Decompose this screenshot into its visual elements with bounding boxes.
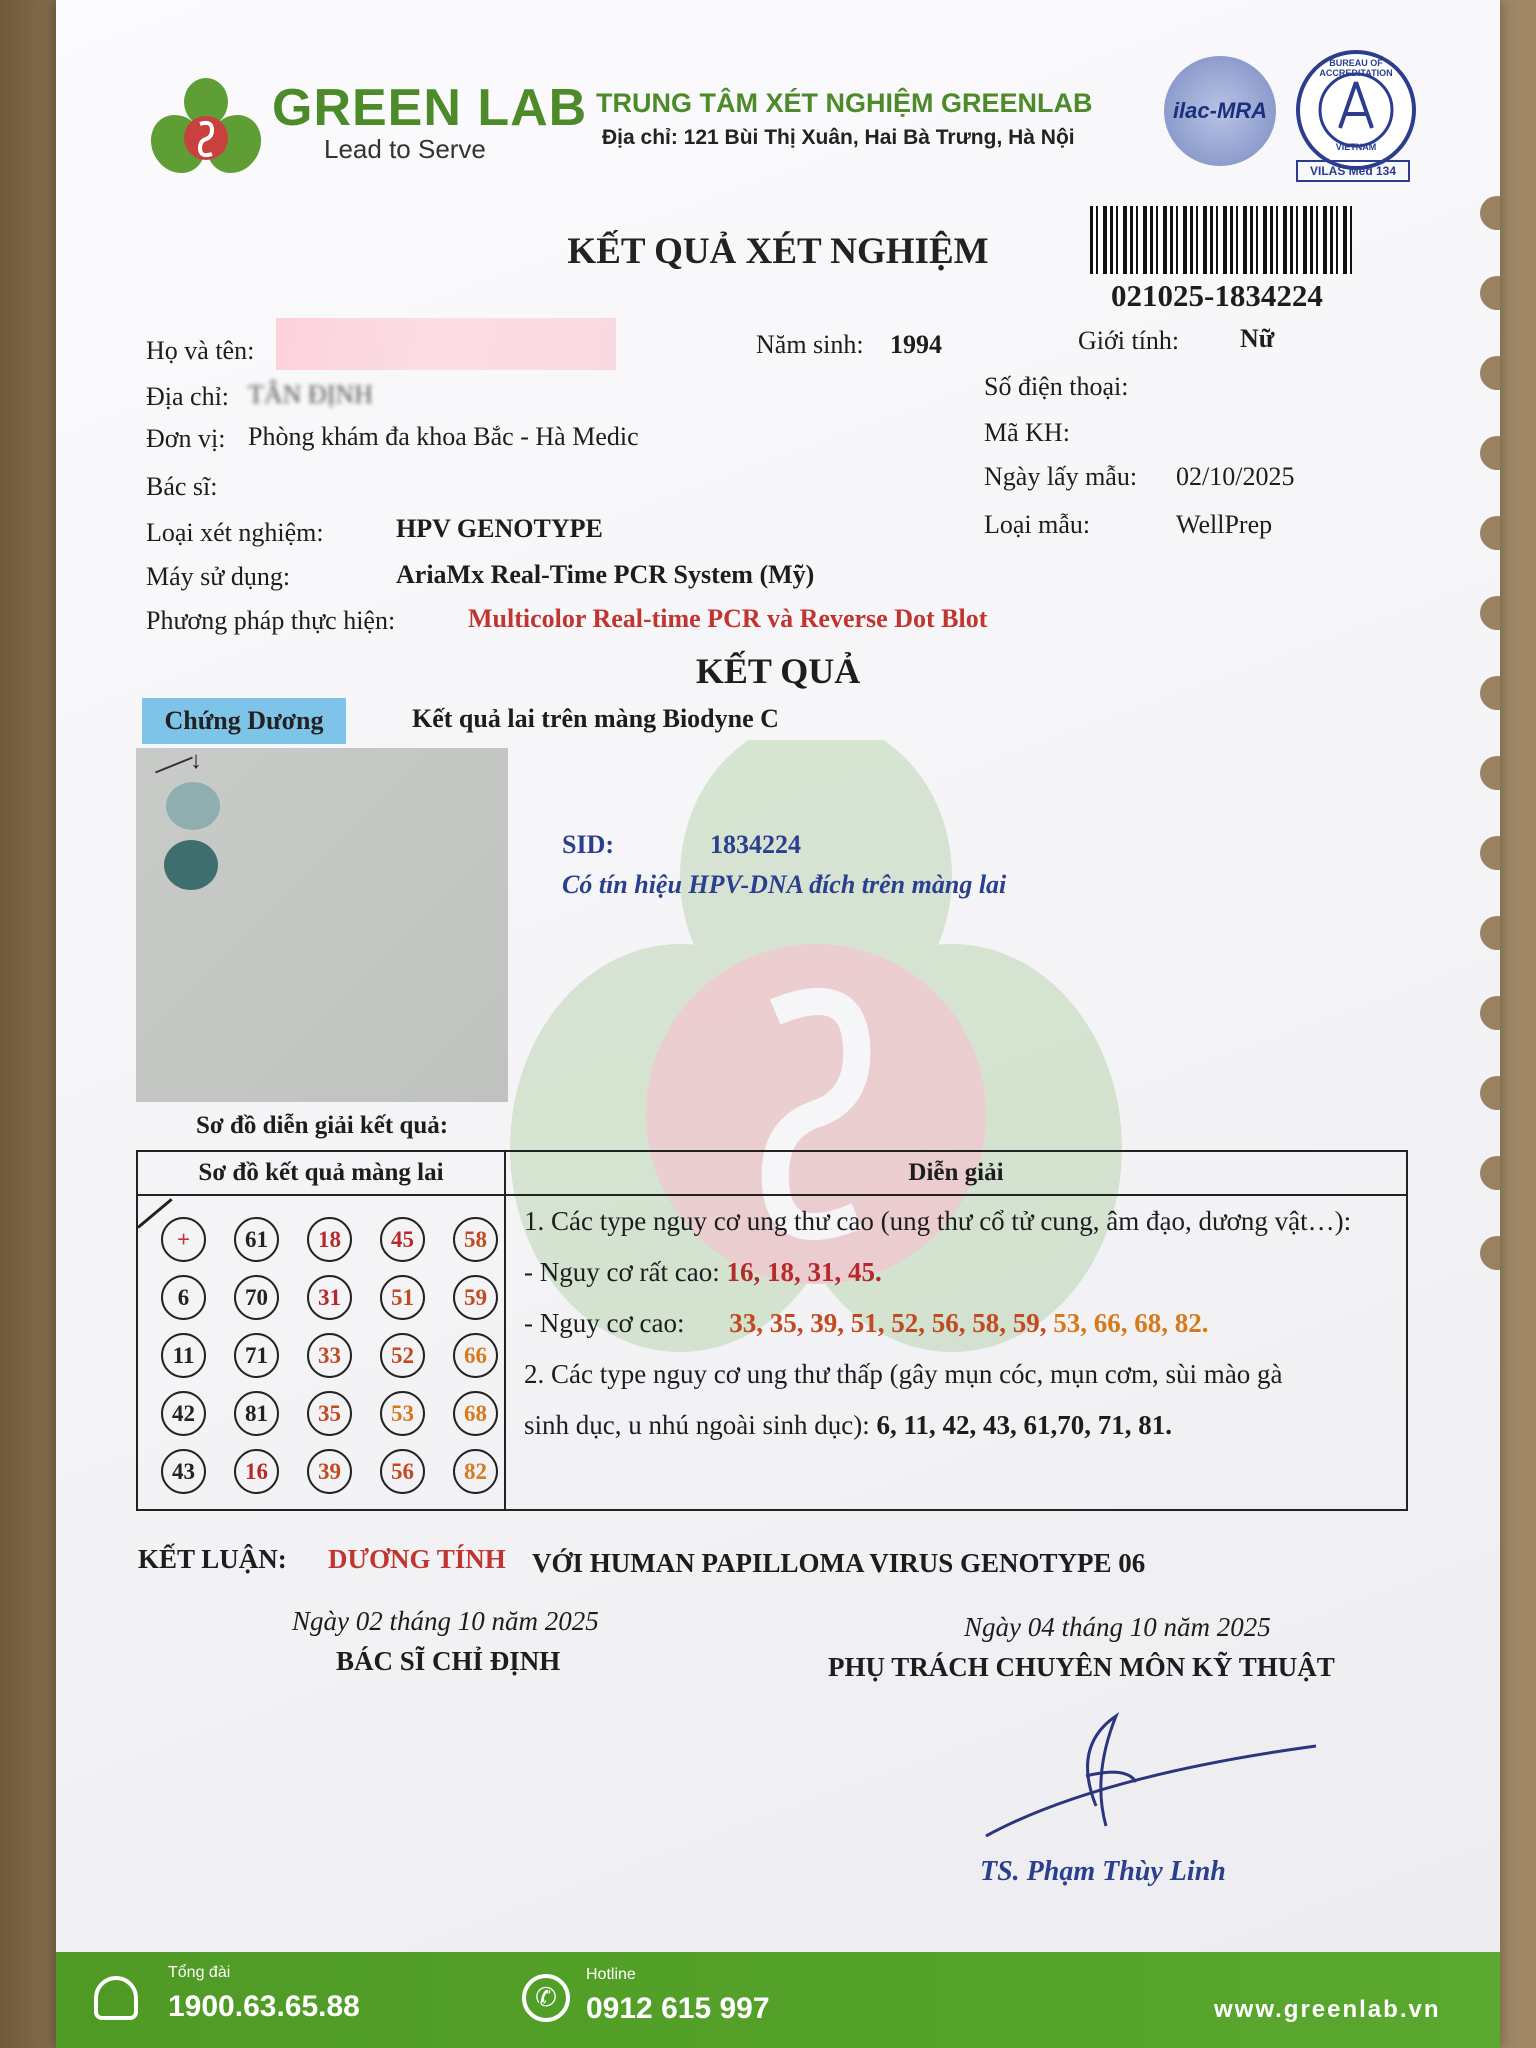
- very-high-risk-label: - Nguy cơ rất cao:: [524, 1257, 720, 1287]
- high-risk-values-a: 33, 35, 39, 51, 52, 56, 58, 59,: [729, 1308, 1047, 1338]
- birth-value: 1994: [890, 330, 942, 359]
- brand-name: GREEN LAB: [272, 79, 588, 137]
- high-risk-values-b: 53, 66, 68, 82.: [1053, 1308, 1209, 1338]
- genotype-dot: 45: [380, 1217, 425, 1262]
- machine-label: Máy sử dụng:: [146, 562, 291, 591]
- punch-hole: [1480, 356, 1500, 390]
- punch-hole: [1480, 436, 1500, 470]
- genotype-dot: 33: [307, 1333, 352, 1378]
- genotype-dot: 58: [453, 1217, 498, 1262]
- genotype-dot: 35: [307, 1391, 352, 1436]
- sample-type-label: Loại mẫu:: [984, 510, 1091, 539]
- left-date: Ngày 02 tháng 10 năm 2025: [292, 1606, 599, 1636]
- name-redaction: [276, 318, 616, 370]
- gender-value: Nữ: [1240, 324, 1275, 353]
- arrow-down-icon: ↓: [190, 748, 202, 774]
- right-name: TS. Phạm Thùy Linh: [980, 1856, 1226, 1887]
- genotype-dot: 71: [234, 1333, 279, 1378]
- genotype-dot: 52: [380, 1333, 425, 1378]
- interpretation-table: [136, 1150, 1408, 1511]
- test-type-value: HPV GENOTYPE: [396, 514, 603, 543]
- genotype-dot: 66: [453, 1333, 498, 1378]
- punch-hole: [1480, 516, 1500, 550]
- genotype-dot: 31: [307, 1275, 352, 1320]
- unit-label: Đơn vị:: [146, 424, 226, 453]
- boa-country: VIETNAM: [1335, 142, 1377, 152]
- interp-low-risk: 2. Các type nguy cơ ung thư thấp (gây mụn cóc, mụn cơm, sùi mào gà: [524, 1359, 1283, 1389]
- genotype-dot: 18: [307, 1217, 352, 1262]
- footer-bar: [56, 1952, 1500, 2048]
- membrane-marker: [155, 757, 193, 774]
- sid-label: SID:: [562, 830, 615, 859]
- dot-diagram-cell: [137, 1195, 505, 1510]
- machine-value: AriaMx Real-Time PCR System (Mỹ): [396, 560, 815, 589]
- signature-icon: [976, 1706, 1326, 1846]
- boa-text: BUREAU OF ACCREDITATION: [1319, 58, 1393, 78]
- unit-value: Phòng khám đa khoa Bắc - Hà Medic: [248, 422, 639, 451]
- conclusion-positive: DƯƠNG TÍNH: [328, 1544, 506, 1574]
- genotype-dot: 43: [161, 1449, 206, 1494]
- punch-hole: [1480, 996, 1500, 1030]
- phone-icon: ✆: [522, 1974, 570, 2022]
- very-high-risk-values: 16, 18, 31, 45.: [726, 1257, 882, 1287]
- signal-text: Có tín hiệu HPV-DNA đích trên màng lai: [562, 870, 1007, 899]
- greenlab-logo-icon: [150, 76, 262, 184]
- hotline-label-1: Tổng đài: [168, 1964, 231, 1981]
- punch-hole: [1480, 1236, 1500, 1270]
- genotype-dot: 16: [234, 1449, 279, 1494]
- genotype-dot: +: [161, 1217, 206, 1262]
- hotline-1: 1900.63.65.88: [168, 1990, 360, 2023]
- vilas-badge: VILAS Med 134: [1296, 160, 1410, 182]
- control-dot-light: [166, 782, 220, 830]
- method-label: Phương pháp thực hiện:: [146, 606, 396, 635]
- name-label: Họ và tên:: [146, 336, 255, 365]
- dot-grid: [139, 1197, 503, 1508]
- method-value: Multicolor Real-time PCR và Reverse Dot Blot: [468, 604, 988, 633]
- genotype-dot: 61: [234, 1217, 279, 1262]
- brand-tagline: Lead to Serve: [324, 134, 486, 164]
- membrane-image: [136, 748, 508, 1102]
- genotype-dot: 56: [380, 1449, 425, 1494]
- result-document: [56, 0, 1500, 2048]
- gender-label: Giới tính:: [1078, 326, 1180, 355]
- genotype-dot: 53: [380, 1391, 425, 1436]
- barcode: [1090, 206, 1352, 274]
- punch-hole: [1480, 276, 1500, 310]
- test-type-label: Loại xét nghiệm:: [146, 518, 324, 547]
- genotype-dot: 82: [453, 1449, 498, 1494]
- barcode-number: 021025-1834224: [1111, 278, 1323, 313]
- center-address: Địa chỉ: 121 Bùi Thị Xuân, Hai Bà Trưng, Hà Nội: [602, 126, 1075, 149]
- conclusion-label: KẾT LUẬN:: [138, 1544, 287, 1574]
- sample-date-value: 02/10/2025: [1176, 462, 1295, 491]
- genotype-dot: 6: [161, 1275, 206, 1320]
- phone-label: Số điện thoại:: [984, 372, 1129, 401]
- genotype-dot: 11: [161, 1333, 206, 1378]
- sid-value: 1834224: [710, 830, 801, 859]
- right-title: PHỤ TRÁCH CHUYÊN MÔN KỸ THUẬT: [828, 1652, 1335, 1682]
- genotype-dot: 68: [453, 1391, 498, 1436]
- genotype-dot: 59: [453, 1275, 498, 1320]
- address-value: TÂN ĐỊNH: [248, 380, 373, 409]
- customer-code-label: Mã KH:: [984, 418, 1070, 447]
- address-label: Địa chỉ:: [146, 382, 230, 411]
- hotline-2: 0912 615 997: [586, 1992, 770, 2025]
- positive-dot-06: [164, 840, 218, 890]
- punch-hole: [1480, 196, 1500, 230]
- diagram-title: Sơ đồ diễn giải kết quả:: [196, 1112, 449, 1139]
- doctor-label: Bác sĩ:: [146, 472, 218, 501]
- genotype-dot: 51: [380, 1275, 425, 1320]
- interp-low-risk-2: sinh dục, u nhú ngoài sinh dục):: [524, 1410, 870, 1440]
- punch-hole: [1480, 916, 1500, 950]
- right-date: Ngày 04 tháng 10 năm 2025: [964, 1612, 1271, 1642]
- conclusion-text: VỚI HUMAN PAPILLOMA VIRUS GENOTYPE 06: [532, 1548, 1146, 1578]
- low-risk-values: 6, 11, 42, 43, 61,70, 71, 81.: [876, 1410, 1172, 1440]
- punch-hole: [1480, 756, 1500, 790]
- ilac-mra-seal: [1164, 56, 1276, 166]
- col-header-diagram: Sơ đồ kết quả màng lai: [137, 1151, 505, 1195]
- interp-high-risk: 1. Các type nguy cơ ung thư cao (ung thư cổ tử cung, âm đạo, dương vật…):: [524, 1206, 1352, 1236]
- headset-icon: [94, 1976, 138, 2020]
- positive-control-label: Chứng Dương: [142, 698, 346, 744]
- punch-hole: [1480, 596, 1500, 630]
- col-header-interpretation: Diễn giải: [505, 1151, 1407, 1195]
- sample-date-label: Ngày lấy mẫu:: [984, 462, 1138, 491]
- hotline-label-2: Hotline: [586, 1966, 636, 1983]
- interpretation-cell: [505, 1195, 1407, 1510]
- result-heading: KẾT QUẢ: [695, 651, 861, 691]
- website: www.greenlab.vn: [1214, 1996, 1441, 2023]
- sample-type-value: WellPrep: [1176, 510, 1273, 539]
- document-title: KẾT QUẢ XÉT NGHIỆM: [567, 231, 989, 272]
- high-risk-label: - Nguy cơ cao:: [524, 1308, 685, 1338]
- left-title: BÁC SĨ CHỈ ĐỊNH: [336, 1646, 561, 1676]
- genotype-dot: 81: [234, 1391, 279, 1436]
- membrane-caption: Kết quả lai trên màng Biodyne C: [412, 704, 779, 733]
- ilac-text: ilac-MRA: [1172, 98, 1268, 123]
- center-name: TRUNG TÂM XÉT NGHIỆM GREENLAB: [596, 88, 1093, 118]
- punch-hole: [1480, 1156, 1500, 1190]
- birth-label: Năm sinh:: [756, 330, 864, 359]
- punch-hole: [1480, 1076, 1500, 1110]
- boa-seal: [1296, 50, 1416, 170]
- genotype-dot: 39: [307, 1449, 352, 1494]
- genotype-dot: 42: [161, 1391, 206, 1436]
- genotype-dot: 70: [234, 1275, 279, 1320]
- punch-hole: [1480, 836, 1500, 870]
